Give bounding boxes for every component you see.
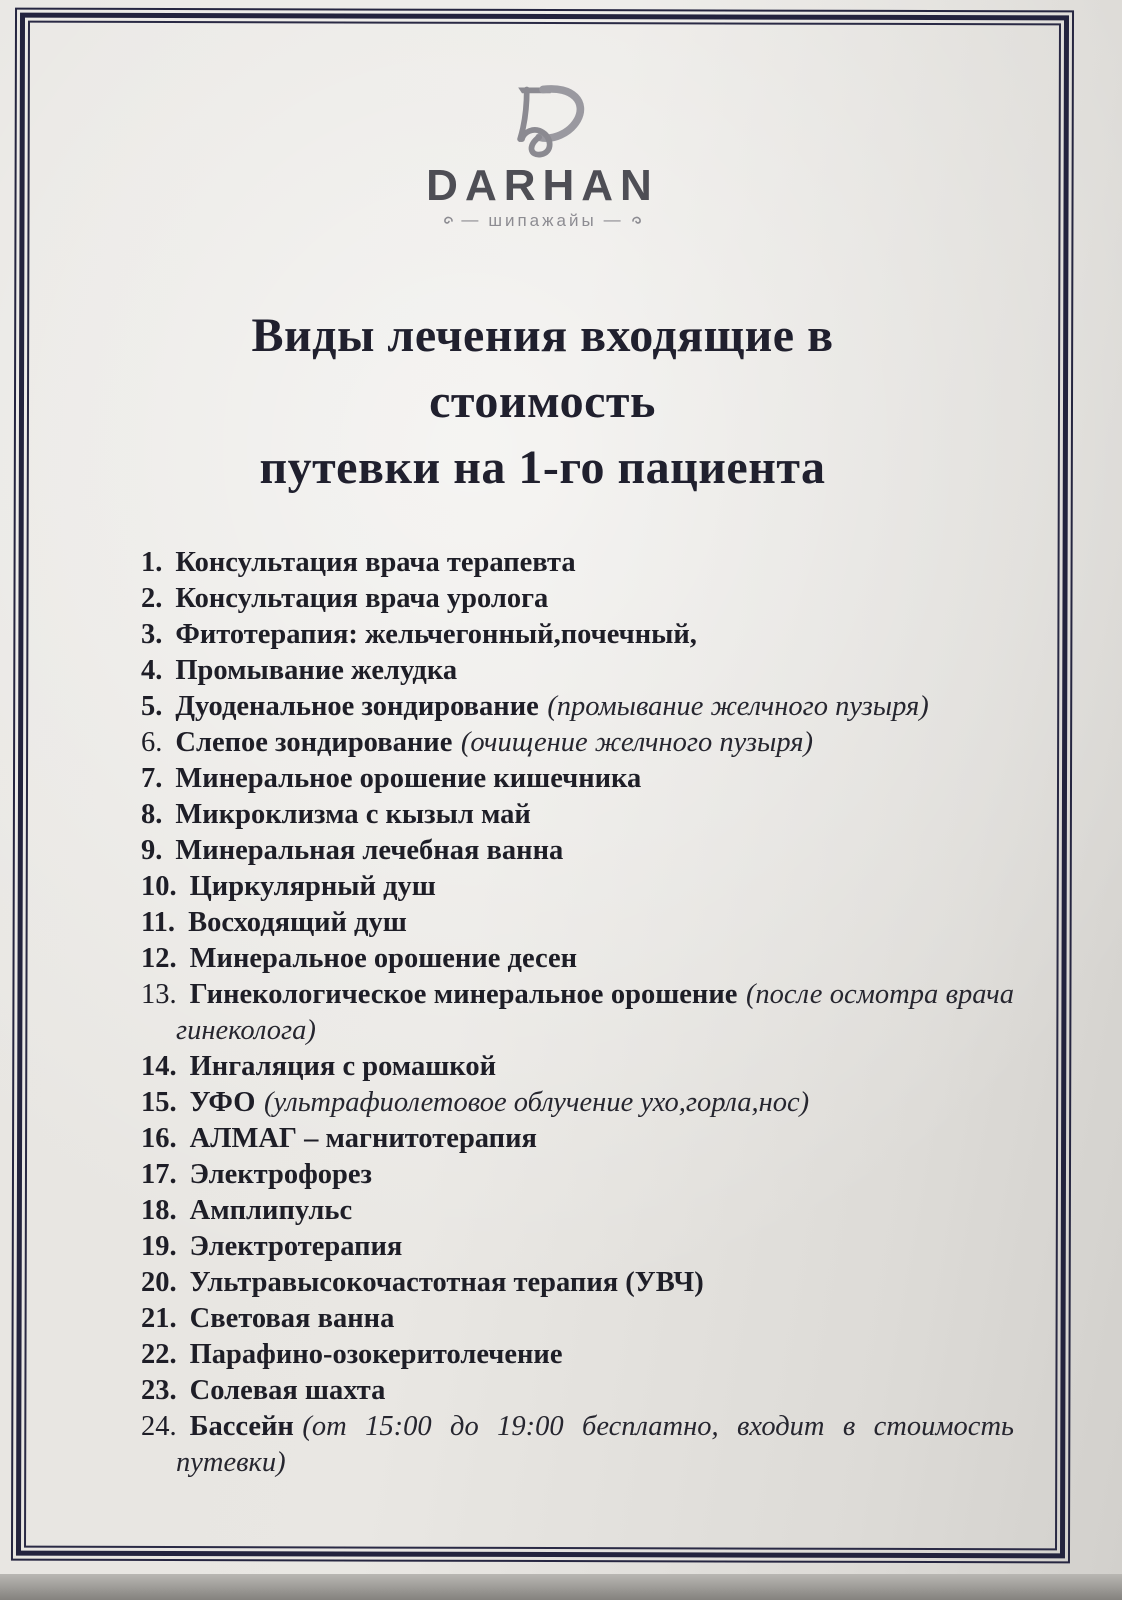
item-text: Минеральная лечебная ванна [175, 835, 564, 866]
brand-name: DARHAN [426, 161, 659, 210]
item-text: Микроклизма с кызыл май [175, 799, 531, 830]
item-text: Гинекологическое минеральное орошение [189, 979, 738, 1010]
item-note: (промывание желчного пузыря) [547, 691, 929, 722]
item-text: Слепое зондирование [175, 727, 453, 758]
darhan-monogram-icon [495, 78, 591, 162]
list-item [141, 725, 1014, 761]
list-item [141, 653, 1014, 689]
list-item [141, 581, 1014, 617]
item-number: 7. [141, 763, 163, 794]
list-item [141, 1157, 1014, 1193]
item-number: 2. [141, 583, 163, 614]
list-item [141, 761, 1014, 797]
page-title-line2: стоимость [429, 375, 656, 428]
list-item [141, 833, 1014, 869]
swirl-left-icon [438, 215, 454, 227]
item-number: 11. [141, 907, 176, 938]
item-number: 22. [141, 1339, 177, 1370]
item-number: 5. [141, 691, 163, 722]
treatment-list [141, 545, 1014, 1481]
item-number: 3. [141, 619, 163, 650]
darhan-logo [13, 78, 1072, 231]
item-number: 17. [141, 1159, 177, 1190]
item-text: Минеральное орошение кишечника [175, 763, 642, 794]
item-note: (очищение желчного пузыря) [460, 727, 813, 758]
item-text: Ингаляция с ромашкой [189, 1051, 497, 1082]
item-text: Консультация врача уролога [175, 583, 549, 614]
item-text: Фитотерапия: жельчегонный,почечный, [175, 619, 697, 650]
item-text: УФО [189, 1087, 256, 1118]
item-text: Промывание желудка [175, 655, 458, 686]
item-text: Световая ванна [189, 1303, 395, 1334]
list-item [141, 1121, 1014, 1157]
item-number: 1. [141, 547, 163, 578]
item-text: АЛМАГ – магнитотерапия [189, 1123, 537, 1154]
list-item [141, 977, 1014, 1049]
item-text: Циркулярный душ [189, 871, 436, 902]
item-text: Ультравысокочастотная терапия (УВЧ) [189, 1267, 704, 1298]
item-text: Консультация врача терапевта [175, 547, 576, 578]
item-number: 14. [141, 1051, 177, 1082]
list-item [141, 905, 1014, 941]
item-text: Солевая шахта [189, 1375, 386, 1406]
swirl-right-icon [631, 215, 647, 227]
item-number: 21. [141, 1303, 177, 1334]
page-title-line1: Виды лечения входящие в [251, 309, 834, 362]
item-number: 19. [141, 1231, 177, 1262]
list-item [141, 1337, 1014, 1373]
item-number: 23. [141, 1375, 177, 1406]
page-title [13, 303, 1072, 501]
item-text: Электрофорез [189, 1159, 373, 1190]
item-number: 16. [141, 1123, 177, 1154]
list-item [141, 1193, 1014, 1229]
item-number: 13. [141, 979, 177, 1010]
item-number: 18. [141, 1195, 177, 1226]
tagline-text: шипажайы [488, 211, 597, 230]
item-number: 8. [141, 799, 163, 830]
tagline-dash: — [603, 210, 624, 229]
list-item [141, 1301, 1014, 1337]
list-item [141, 1085, 1014, 1121]
item-note: (после осмотра врача гинеколога) [176, 979, 1014, 1046]
list-item [141, 1373, 1014, 1409]
item-note: (от 15:00 до 19:00 бесплатно, входит в стоимость путевки) [176, 1411, 1014, 1478]
item-number: 24. [141, 1411, 177, 1442]
item-number: 4. [141, 655, 163, 686]
item-number: 10. [141, 871, 177, 902]
item-number: 9. [141, 835, 163, 866]
page-content [13, 0, 1072, 1600]
list-item [141, 1409, 1014, 1481]
item-text: Дуоденальное зондирование [175, 691, 539, 722]
paper-bottom-edge [0, 1574, 1122, 1600]
item-text: Парафино-озокеритолечение [189, 1339, 563, 1370]
item-text: Минеральное орошение десен [189, 943, 578, 974]
tagline-dash: — [461, 210, 482, 229]
page-title-line3: путевки на 1-го пациента [259, 441, 826, 494]
item-text: Бассейн [189, 1411, 294, 1442]
list-item [141, 1265, 1014, 1301]
list-item [141, 689, 1014, 725]
item-number: 12. [141, 943, 177, 974]
list-item [141, 1049, 1014, 1085]
item-text: Электротерапия [189, 1231, 403, 1262]
item-text: Восходящий душ [188, 907, 407, 938]
item-text: Амплипульс [189, 1195, 353, 1226]
list-item [141, 941, 1014, 977]
brand-tagline [13, 211, 1072, 231]
item-number: 6. [141, 727, 163, 758]
list-item [141, 545, 1014, 581]
item-number: 15. [141, 1087, 177, 1118]
list-item [141, 869, 1014, 905]
list-item [141, 1229, 1014, 1265]
item-note: (ультрафиолетовое облучение ухо,горла,нос) [263, 1087, 810, 1118]
list-item [141, 617, 1014, 653]
list-item [141, 797, 1014, 833]
item-number: 20. [141, 1267, 177, 1298]
